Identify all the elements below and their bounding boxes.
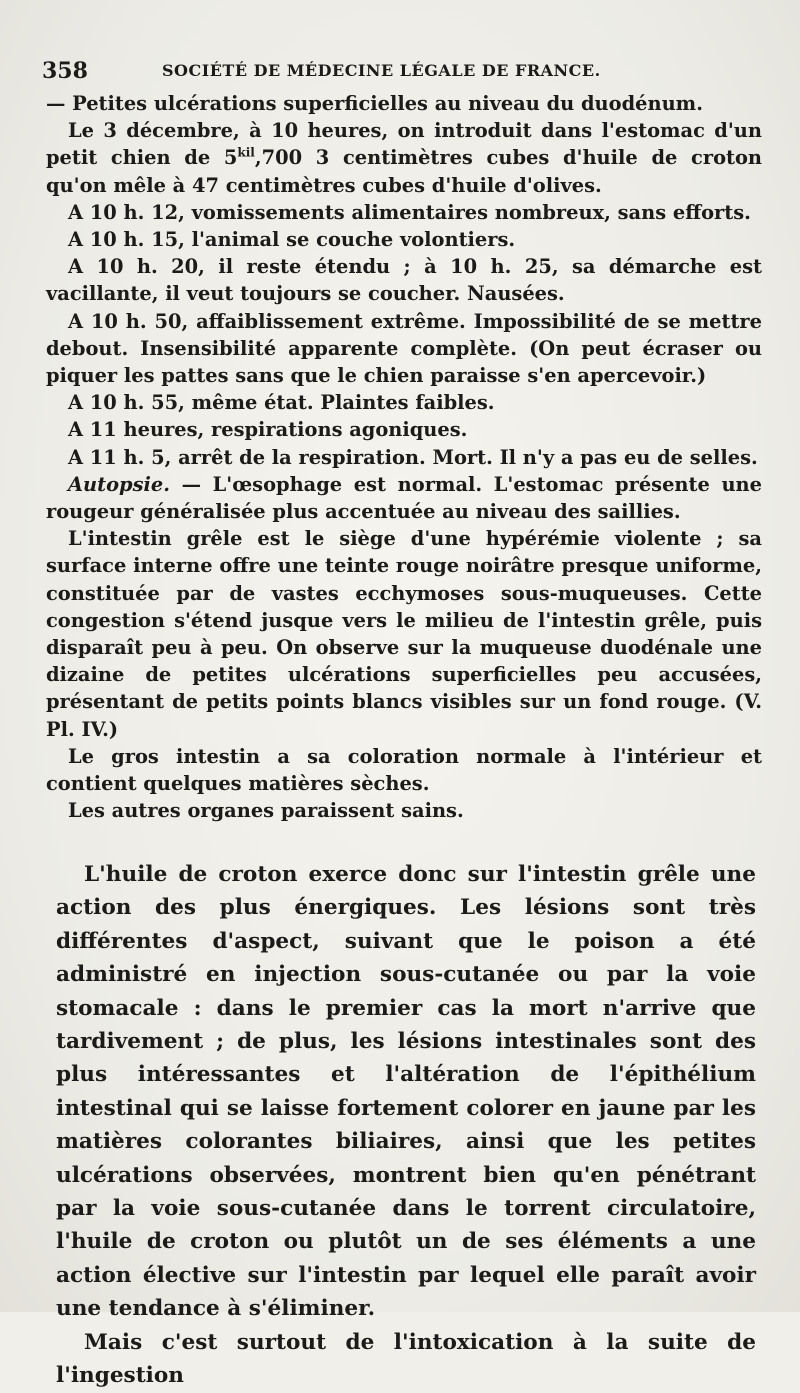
superscript: kil [237, 145, 255, 160]
autopsy-label: Autopsie. [68, 472, 170, 496]
case-report-text [46, 90, 762, 824]
discussion-text [56, 858, 756, 1393]
paragraph: L'intestin grêle est le siège d'une hypérémie violente ; sa surface interne offre une teinte rouge noirâtre presque uniforme, constituée par de vastes ecchymoses sous-muqueuses. Cette congestion s'étend jusque vers le milieu de l'intestin grêle, puis disparaît peu à peu. On observe sur la muqueuse duodénale une dizaine de petites ulcérations superficielles peu accusées, présentant de petits points blancs visibles sur un fond rouge. (V. Pl. IV.) [46, 527, 762, 741]
text-run: ,700 3 centimètres cubes d'huile de croton qu'on mêle à 47 centimètres cubes d'huile d'olives. [46, 146, 762, 197]
paragraph: A 10 h. 50, affaiblissement extrême. Impossibilité de se mettre debout. Insensibilité apparente complète. (On peut écraser ou piquer les pattes sans que le chien paraisse s'en apercevoir.) [46, 309, 762, 388]
paragraph [46, 471, 762, 525]
paragraph: A 10 h. 15, l'animal se couche volontiers. [68, 228, 516, 252]
paragraph: A 11 heures, respirations agoniques. [68, 418, 468, 442]
paragraph: A 10 h. 20, il reste étendu ; à 10 h. 25, sa démarche est vacillante, il veut toujours se coucher. Nausées. [46, 255, 762, 306]
running-title: SOCIÉTÉ DE MÉDECINE LÉGALE DE FRANCE. [162, 61, 601, 80]
paragraph [46, 117, 762, 199]
paragraph: — Petites ulcérations superficielles au niveau du duodénum. [46, 92, 703, 115]
paragraph: Le gros intestin a sa coloration normale à l'intérieur et contient quelques matières sèches. [46, 744, 762, 796]
paragraph: A 11 h. 5, arrêt de la respiration. Mort. Il n'y a pas eu de selles. [68, 445, 758, 469]
page-number: 358 [42, 58, 88, 84]
text-run: — L'œsophage est normal. L'estomac présente une rougeur généralisée plus accentuée au niveau des saillies. [46, 472, 762, 524]
paragraph: A 10 h. 55, même état. Plaintes faibles. [68, 391, 495, 415]
paragraph: L'huile de croton exerce donc sur l'intestin grêle une action des plus énergiques. Les lésions sont très différentes d'aspect, suivant que le poison a été administré en injection sous-cutanée ou par la voie stomacale : dans le premier cas la mort n'arrive que tardivement ; de plus, les lésions intestinales sont des plus intéressantes et l'altération de l'épithélium intestinal qui se laisse fortement colorer en jaune par les matières colorantes biliaires, ainsi que les petites ulcérations observées, montrent bien qu'en pénétrant par la voie sous-cutanée dans le torrent circulatoire, l'huile de croton ou plutôt un de ses éléments a une action élective sur l'intestin par lequel elle paraît avoir une tendance à s'éliminer. [56, 862, 756, 1322]
paragraph: A 10 h. 12, vomissements alimentaires nombreux, sans efforts. [68, 200, 751, 224]
text-run: Le 3 décembre, à 10 heures, on introduit dans l'estomac d'un petit chien de 5 [46, 119, 762, 170]
page-header [42, 58, 760, 88]
paragraph: Les autres organes paraissent sains. [68, 799, 464, 823]
paragraph: Mais c'est surtout de l'intoxication à la suite de l'ingestion [56, 1329, 756, 1389]
